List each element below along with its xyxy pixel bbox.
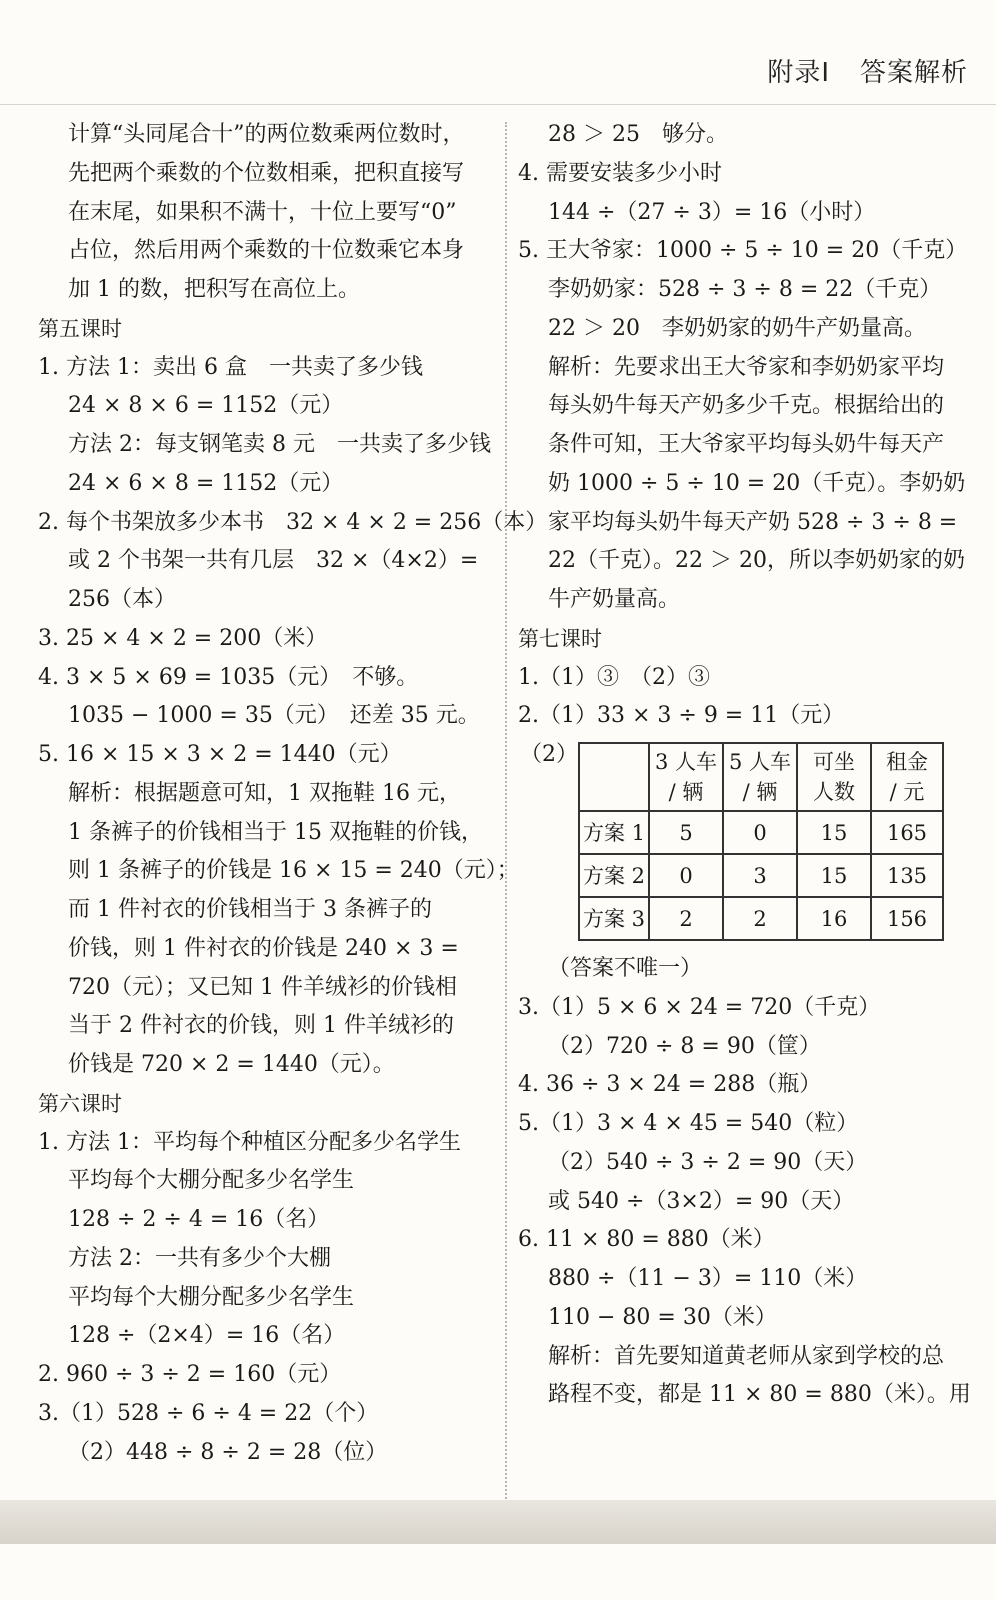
rental-plan-table	[578, 742, 944, 941]
table-label: （2）	[520, 742, 578, 767]
text-line: 4. 3 × 5 × 69 = 1035（元） 不够。	[38, 664, 419, 690]
table-cell: 0	[723, 811, 797, 854]
text-line: 李奶奶家：528 ÷ 3 ÷ 8 = 22（千克）	[548, 277, 942, 302]
left-column	[38, 116, 548, 1472]
section-heading: 第五课时	[38, 316, 122, 341]
table-cell: 135	[871, 854, 943, 897]
text-line: 方法 2：每支钢笔卖 8 元 一共卖了多少钱	[68, 432, 491, 457]
footer-bar	[0, 1500, 996, 1544]
table-cell: 3	[723, 854, 797, 897]
table-row	[579, 811, 943, 854]
text-line: （2）720 ÷ 8 = 90（筐）	[548, 1033, 821, 1059]
text-line: 价钱，则 1 件衬衣的价钱是 240 × 3 =	[68, 935, 459, 961]
text-line: 解析：先要求出王大爷家和李奶奶家平均	[548, 354, 945, 380]
rental-plan-table-block	[518, 738, 968, 948]
table-row	[579, 854, 943, 897]
appendix-label: 附录Ⅰ	[767, 58, 830, 88]
text-line: 平均每个大棚分配多少名学生	[68, 1284, 355, 1310]
text-line: 1.（1）③ （2）③	[518, 664, 710, 690]
section-title: 答案解析	[859, 58, 968, 88]
text-line: 256（本）	[68, 587, 176, 612]
text-line: 880 ÷（11 − 3）= 110（米）	[548, 1266, 868, 1291]
text-line: 3.（1）528 ÷ 6 ÷ 4 = 22（个）	[38, 1400, 379, 1426]
column-divider	[505, 122, 507, 1507]
text-line: 3. 25 × 4 × 2 = 200（米）	[38, 625, 328, 651]
text-line: 平均每个大棚分配多少名学生	[68, 1168, 355, 1194]
text-line: 24 × 8 × 6 = 1152（元）	[68, 393, 344, 419]
text-line: 720（元）；又已知 1 件羊绒衫的价钱相	[68, 974, 457, 1000]
table-row	[579, 897, 943, 940]
text-line: 6. 11 × 80 = 880（米）	[518, 1227, 775, 1253]
text-line: 1. 方法 1：卖出 6 盒 一共卖了多少钱	[38, 354, 423, 380]
text-line: 1 条裤子的价钱相当于 15 双拖鞋的价钱，	[68, 819, 483, 845]
plan-name-cell: 方案 1	[579, 811, 649, 854]
table-cell: 165	[871, 811, 943, 854]
plan-name-cell: 方案 3	[579, 897, 649, 940]
text-line: 24 × 6 × 8 = 1152（元）	[68, 470, 344, 496]
text-line: 5. 16 × 15 × 3 × 2 = 1440（元）	[38, 742, 402, 767]
text-line: 22（千克）。22 ＞ 20，所以李奶奶家的奶	[548, 548, 965, 574]
text-line: 计算“头同尾合十”的两位数乘两位数时，	[68, 122, 465, 147]
text-line: 144 ÷（27 ÷ 3）= 16（小时）	[548, 199, 876, 225]
text-line: 2.（1）33 × 3 ÷ 9 = 11（元）	[518, 703, 845, 729]
text-line: 或 540 ÷（3×2）= 90（天）	[548, 1188, 855, 1214]
table-header-cell: 可坐 人数	[797, 743, 871, 811]
text-line: 牛产奶量高。	[548, 587, 681, 612]
table-header-cell: 租金 / 元	[871, 743, 943, 811]
text-line: （2）448 ÷ 8 ÷ 2 = 28（位）	[68, 1439, 388, 1465]
table-header-cell: 3 人车 / 辆	[649, 743, 723, 811]
text-line: 价钱是 720 × 2 = 1440（元）。	[68, 1052, 395, 1077]
table-cell: 2	[723, 897, 797, 940]
right-column-top	[518, 116, 968, 736]
table-header-row	[579, 743, 943, 811]
text-line: 每头奶牛每天产奶多少千克。根据给出的	[548, 393, 945, 419]
text-line: 1. 方法 1：平均每个种植区分配多少名学生	[38, 1129, 461, 1155]
text-line: 4. 需要安装多少小时	[518, 160, 722, 186]
right-column-bottom	[518, 950, 971, 1415]
text-line: 则 1 条裤子的价钱是 16 × 15 = 240（元）；	[68, 858, 519, 884]
section-heading: 第七课时	[518, 626, 602, 651]
text-line: 解析：首先要知道黄老师从家到学校的总	[548, 1343, 945, 1369]
text-line: 奶 1000 ÷ 5 ÷ 10 = 20（千克）。李奶奶	[548, 470, 966, 496]
text-line: 加 1 的数，把积写在高位上。	[68, 277, 360, 302]
table-header-cell	[579, 743, 649, 811]
text-line: 家平均每头奶牛每天产奶 528 ÷ 3 ÷ 8 =	[548, 509, 958, 535]
text-line: 条件可知，王大爷家平均每头奶牛每天产	[548, 432, 945, 457]
right-column	[518, 116, 971, 1415]
text-line: 在末尾，如果积不满十，十位上要写“0”	[68, 199, 457, 225]
text-line: （答案不唯一）	[548, 956, 703, 981]
text-line: 或 2 个书架一共有几层 32 ×（4×2）=	[68, 548, 479, 574]
page-header	[0, 0, 996, 108]
text-line: 2. 960 ÷ 3 ÷ 2 = 160（元）	[38, 1362, 342, 1387]
text-line: 110 − 80 = 30（米）	[548, 1304, 777, 1330]
text-line: 128 ÷ 2 ÷ 4 = 16（名）	[68, 1207, 330, 1232]
text-line: （2）540 ÷ 3 ÷ 2 = 90（天）	[548, 1149, 868, 1175]
header-divider	[0, 104, 996, 105]
text-line: 当于 2 件衬衣的价钱，则 1 件羊绒衫的	[68, 1013, 454, 1039]
text-line: 22 ＞ 20 李奶奶家的奶牛产奶量高。	[548, 315, 926, 341]
plan-name-cell: 方案 2	[579, 854, 649, 897]
table-cell: 156	[871, 897, 943, 940]
text-line: 128 ÷（2×4）= 16（名）	[68, 1323, 346, 1349]
text-line: 28 ＞ 25 够分。	[548, 122, 728, 147]
table-cell: 2	[649, 897, 723, 940]
text-line: 方法 2：一共有多少个大棚	[68, 1245, 331, 1271]
section-heading: 第六课时	[38, 1091, 122, 1116]
text-line: 解析：根据题意可知，1 双拖鞋 16 元，	[68, 780, 461, 806]
text-line: 3.（1）5 × 6 × 24 = 720（千克）	[518, 994, 881, 1020]
text-line: 1035 − 1000 = 35（元） 还差 35 元。	[68, 703, 480, 729]
running-head	[767, 52, 968, 89]
table-header-cell: 5 人车 / 辆	[723, 743, 797, 811]
text-line: 占位，然后用两个乘数的十位数乘它本身	[68, 238, 465, 264]
text-line: 5. 王大爷家：1000 ÷ 5 ÷ 10 = 20（千克）	[518, 238, 968, 264]
text-line: 而 1 件衬衣的价钱相当于 3 条裤子的	[68, 897, 432, 922]
text-line: 4. 36 ÷ 3 × 24 = 288（瓶）	[518, 1072, 822, 1098]
table-cell: 5	[649, 811, 723, 854]
text-line: 路程不变，都是 11 × 80 = 880（米）。用	[548, 1382, 971, 1408]
text-line: 5.（1）3 × 4 × 45 = 540（粒）	[518, 1111, 859, 1136]
table-cell: 0	[649, 854, 723, 897]
table-cell: 15	[797, 811, 871, 854]
table-cell: 16	[797, 897, 871, 940]
text-line: 先把两个乘数的个位数相乘，把积直接写	[68, 160, 465, 186]
table-cell: 15	[797, 854, 871, 897]
text-line: 2. 每个书架放多少本书 32 × 4 × 2 = 256（本）	[38, 509, 548, 535]
